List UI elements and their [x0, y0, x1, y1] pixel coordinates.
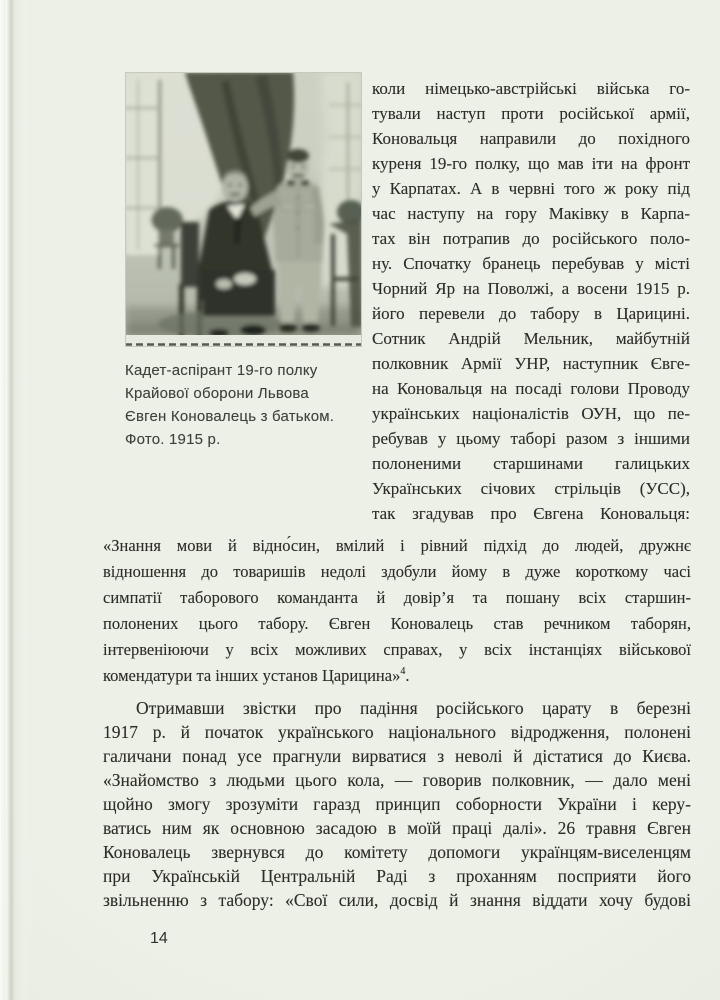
body-text-line: галичани понад усе прагнули вирватися з неволі й дістатися до Києва.: [103, 746, 691, 766]
body-text-line: полоненими старшинами галицьких: [372, 454, 690, 473]
body-text-line: тах він потрапив до російського поло-: [372, 229, 690, 248]
historical-photo: [125, 72, 362, 347]
caption-line: Кадет-аспірант 19-го полку: [125, 362, 318, 379]
quote-lines: [103, 533, 691, 663]
body-text-line: 1917 р. й початок українського національного відродження, полонені: [103, 722, 691, 742]
body-text-line: тували наступ проти російської армії,: [372, 104, 690, 123]
photo-caption: [125, 359, 362, 451]
quote-text-line: симпатії таборового команданта й довір’я та пошану всіх старшин-: [103, 588, 691, 607]
body-text-line: його перевели до табору в Царицині.: [372, 304, 690, 323]
photo-figure: [125, 72, 362, 451]
caption-line: Крайової оборони Львова: [125, 385, 309, 402]
body-text-line: у Карпатах. А в червні того ж року під: [372, 179, 690, 198]
body-text-line: при Українській Центральній Раді з проханням посприяти його: [103, 866, 691, 886]
body-text-line: коли німецько-австрійські війська го-: [372, 79, 690, 98]
page-gutter-crease: [6, 0, 15, 1000]
quote-text-line: інтервеніюючи у всіх можливих справах, у всіх інстанціях військової: [103, 640, 691, 659]
footnote-reference: 4: [400, 666, 406, 677]
body-text-paragraph: [103, 696, 691, 912]
body-text-line: Чорний Яр на Поволжі, а восени 1915 р.: [372, 279, 690, 298]
body-text-line: час наступу на гору Маківку в Карпа-: [372, 204, 690, 223]
body-text-line: Коновальця направили до похідного: [372, 129, 690, 148]
quote-text-line: «Знання мови й відно́син, вмілий і рівний підхід до людей, дружнє: [103, 536, 691, 555]
body-text-line: ребував у цьому таборі разом з іншими: [372, 429, 690, 448]
caption-line: Фото. 1915 р.: [125, 431, 221, 448]
quote-text-line: полонених цього табору. Євген Коновалець став речником таборян,: [103, 614, 691, 633]
body-text-narrow-column: [372, 76, 690, 526]
body-text-line: Отримавши звістки про падіння російського царату в березні: [136, 698, 691, 718]
body-text-line: полковник Армії УНР, наступник Євге-: [372, 354, 690, 373]
page-number: 14: [150, 930, 168, 947]
body-text-line: на Коновальця на посаді голови Проводу: [372, 379, 690, 398]
body-text-line: ватись ним як основною засадою в моїй праці далі». 26 травня Євген: [103, 818, 691, 838]
quote-last-text: комендатури та інших установ Царицина»: [103, 666, 401, 685]
body-text-line: щойно змогу зрозуміти гаразд принцип соборности України і керу-: [103, 794, 691, 814]
body-text-line: так згадував про Євгена Коновальця:: [372, 504, 690, 523]
body-text-line: Українських січових стрільців (УСС),: [372, 479, 690, 498]
body-text-line: Коновалець звернувся до комітету допомоги українцям-виселенцям: [103, 842, 691, 862]
body-text-line: «Знайомство з людьми цього кола, — говорив полковник, — дало мені: [103, 770, 691, 790]
caption-line: Євген Коновалець з батьком.: [125, 408, 335, 425]
body-text-line: куреня 19-го полку, що мав іти на фронт: [372, 154, 690, 173]
quote-last-line: [103, 663, 691, 689]
block-quote: [103, 533, 691, 689]
body-text-line: українських націоналістів ОУН, що пе-: [372, 404, 690, 423]
body-text-line: ну. Спочатку бранець перебував у місті: [372, 254, 690, 273]
quote-last-period: .: [405, 666, 410, 685]
quote-text-line: відношення до товаришів недолі здобули йому в дуже короткому часі: [103, 562, 691, 581]
body-text-line: звільненню з табору: «Свої сили, досвід й знання віддати хочу будові: [103, 890, 691, 910]
body-text-line: Сотник Андрій Мельник, майбутній: [372, 329, 690, 348]
